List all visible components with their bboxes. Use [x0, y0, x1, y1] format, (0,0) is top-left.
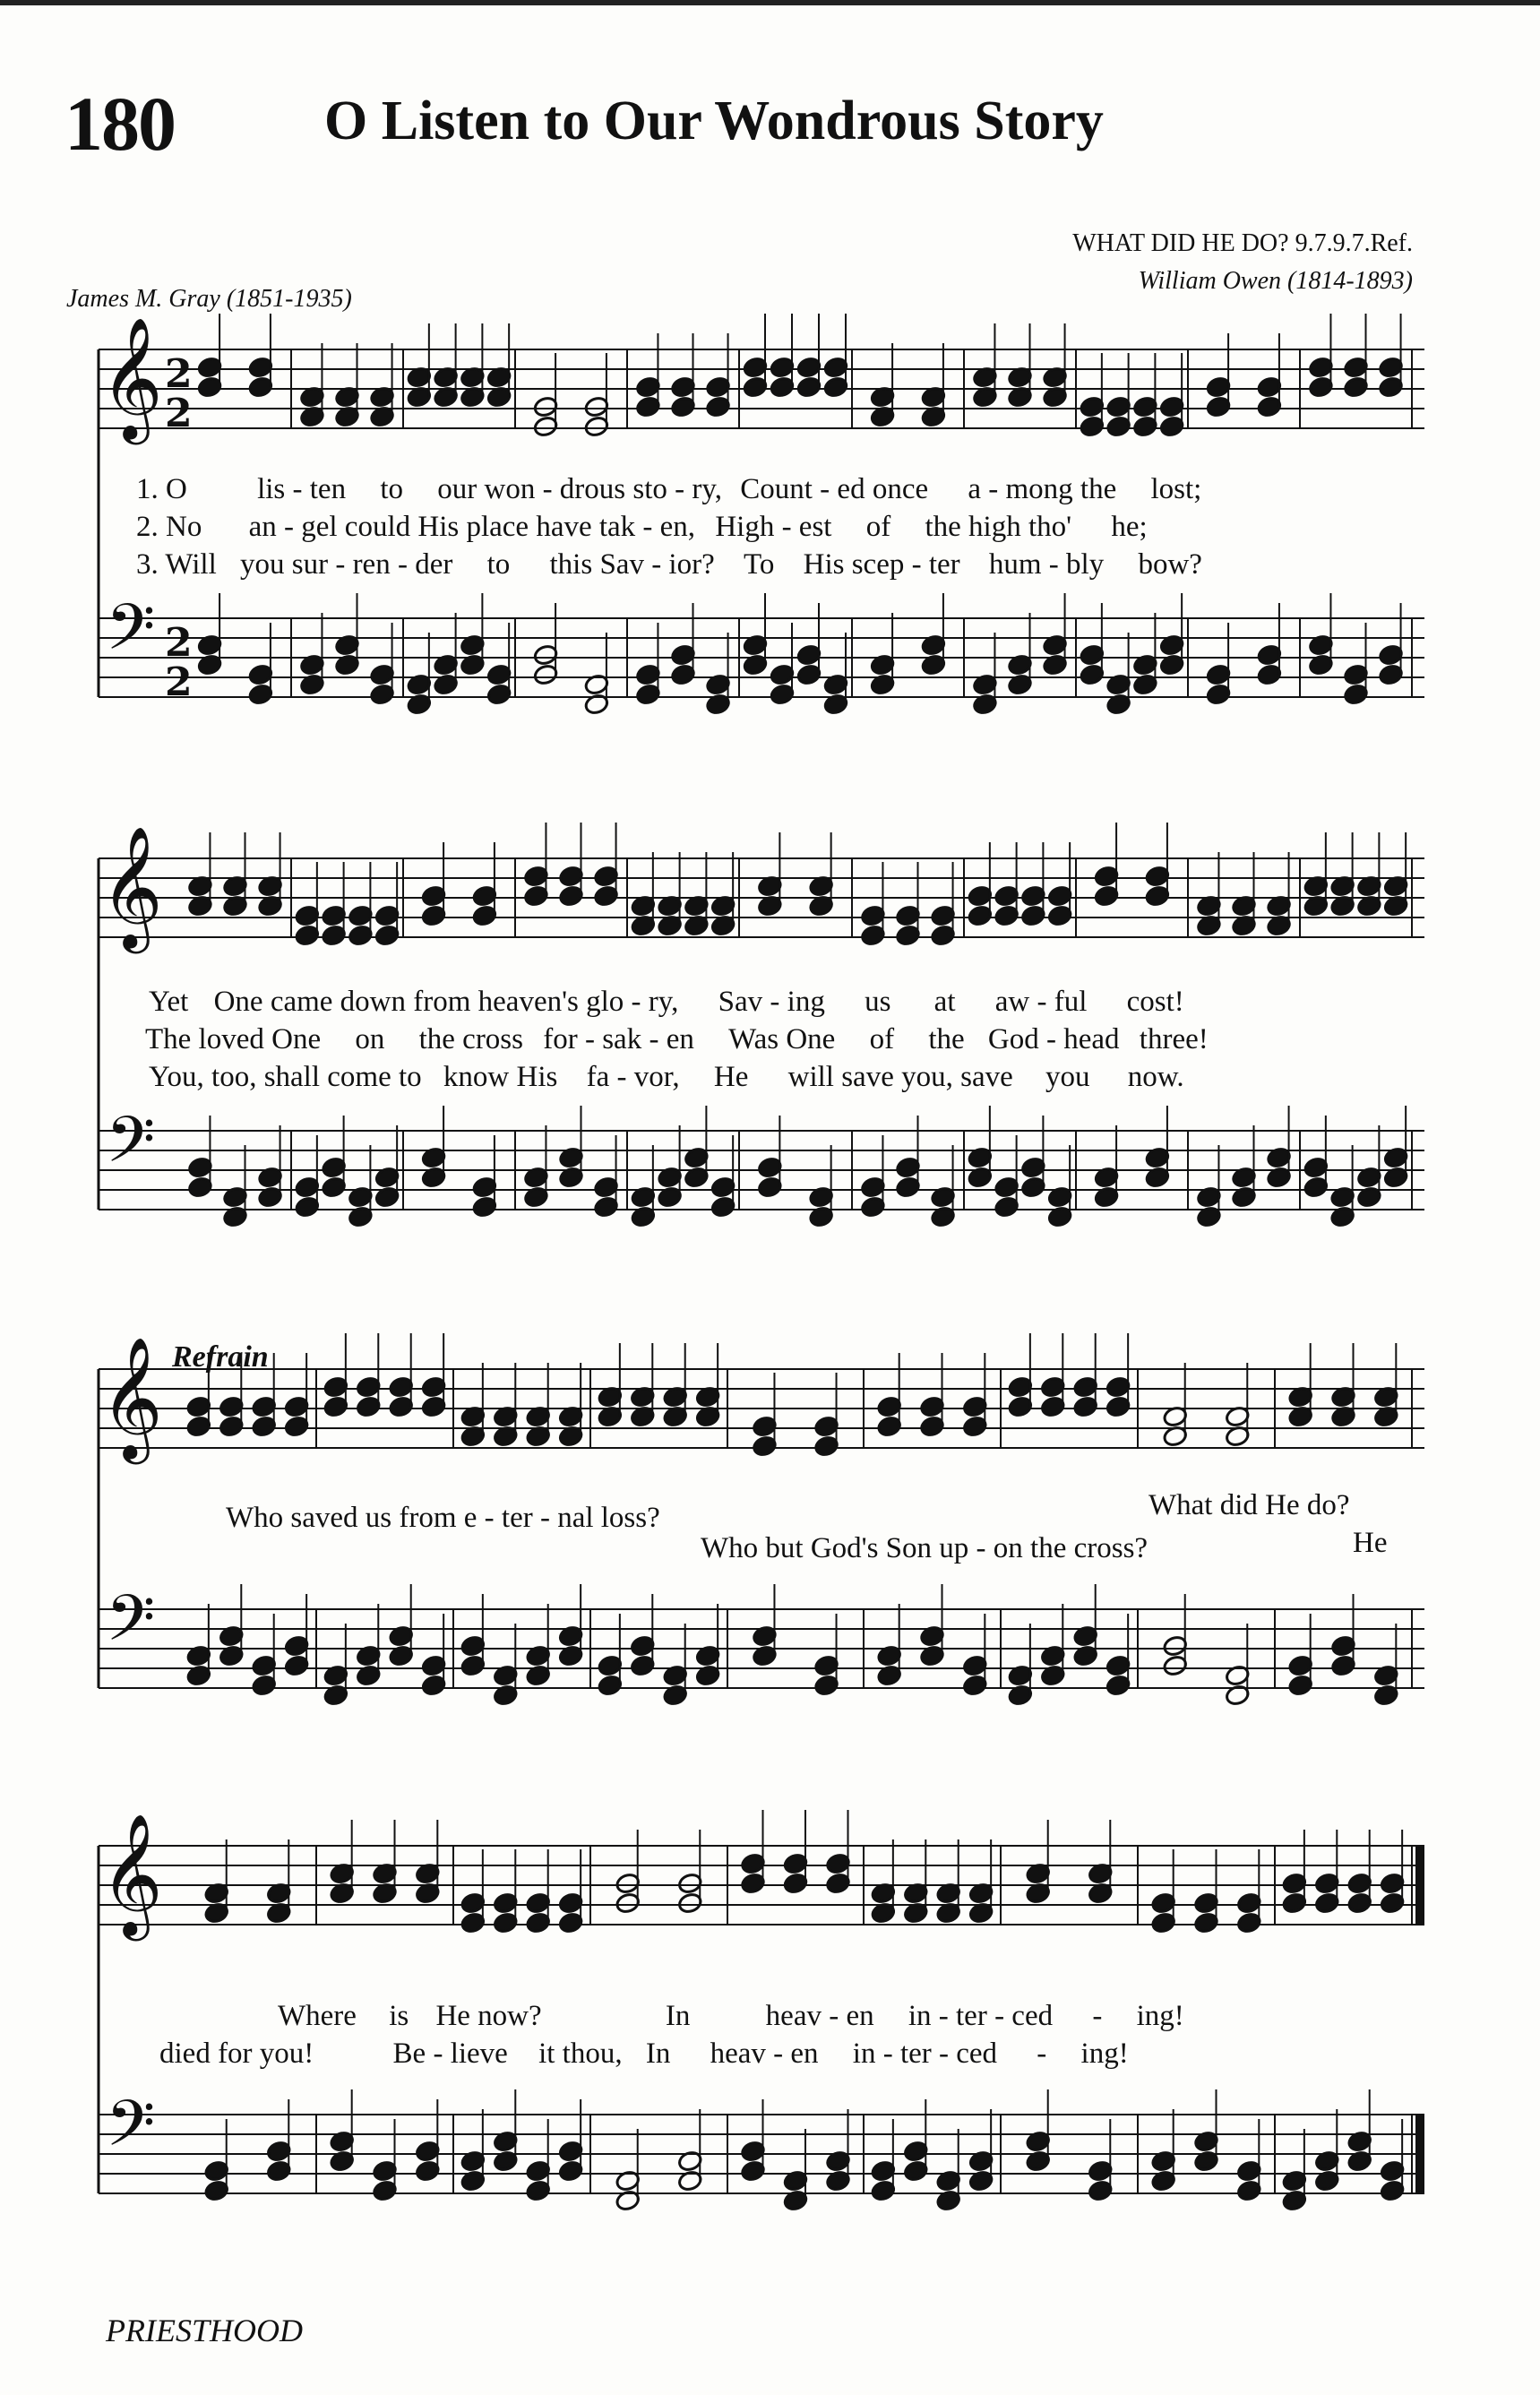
final-barline — [1415, 1846, 1424, 1925]
lyric-syllable: this Sav - ior? — [549, 548, 715, 581]
time-signature-top: 2 — [165, 620, 193, 666]
lyric-syllable: he; — [1111, 511, 1148, 543]
lyric-syllable: it thou, — [538, 2037, 623, 2070]
bass-clef: 𝄢 — [106, 2087, 156, 2176]
lyric-syllable: the cross — [418, 1023, 523, 1055]
bass-clef: 𝄢 — [106, 590, 156, 680]
lyric-syllable: of — [865, 511, 891, 543]
lyric-syllable: died for you! — [159, 2037, 314, 2070]
system4-line2 — [159, 2037, 1129, 2071]
lyric-syllable: God - head — [987, 1023, 1120, 1055]
refrain-line2-end: He — [1353, 1527, 1388, 1559]
lyric-syllable: To — [744, 548, 775, 581]
lyric-syllable: He — [713, 1061, 749, 1093]
verse3-line-sys2 — [149, 1061, 1184, 1094]
lyric-syllable: of — [869, 1023, 895, 1055]
hymn-number: 180 — [65, 81, 175, 167]
lyric-syllable: heav - en — [710, 2037, 819, 2070]
composer: William Owen (1814-1893) — [1138, 267, 1413, 295]
lyric-syllable: He now? — [435, 2000, 542, 2032]
lyric-syllable: Sav - ing — [718, 986, 825, 1018]
system4-line1 — [278, 2000, 1184, 2033]
lyric-syllable: in - ter - ced — [852, 2037, 998, 2070]
lyric-syllable: fa - vor, — [586, 1061, 680, 1093]
lyric-syllable: The loved One — [145, 1023, 322, 1055]
lyric-syllable: High - est — [715, 511, 832, 543]
bass-clef: 𝄢 — [106, 1103, 156, 1193]
lyric-syllable: Where — [278, 2000, 357, 2032]
bass-clef: 𝄢 — [106, 1581, 156, 1671]
lyricist: James M. Gray (1851-1935) — [66, 285, 352, 313]
lyric-syllable: - — [1092, 2000, 1103, 2032]
lyric-syllable: you sur - ren - der — [240, 548, 453, 581]
time-signature-bottom: 2 — [165, 659, 193, 705]
lyric-syllable: at — [933, 986, 956, 1018]
lyric-syllable: Was One — [728, 1023, 836, 1055]
lyric-syllable: Be - lieve — [392, 2037, 508, 2070]
lyric-syllable: In — [645, 2037, 671, 2070]
lyric-syllable: for - sak - en — [543, 1023, 694, 1055]
lyric-syllable: to — [380, 473, 403, 505]
treble-clef: 𝄞 — [100, 315, 163, 439]
lyric-syllable: lis - ten — [257, 473, 347, 505]
hymn-title: O Listen to Our Wondrous Story — [324, 90, 1104, 151]
lyric-syllable: our won - drous sto - ry, — [437, 473, 722, 505]
lyric-syllable: now. — [1127, 1061, 1184, 1093]
verse2-line-sys1 — [136, 511, 1148, 544]
lyric-syllable: bow? — [1138, 548, 1202, 581]
lyric-syllable: 3. Will — [136, 548, 217, 581]
verse3-line-sys1 — [136, 548, 1202, 582]
lyric-syllable: to — [486, 548, 511, 581]
lyric-syllable: - — [1037, 2037, 1047, 2070]
lyric-syllable: a - mong the — [968, 473, 1117, 505]
refrain-line1-end: What did He do? — [1149, 1489, 1350, 1521]
time-signature-top: 2 — [165, 351, 193, 397]
treble-clef: 𝄞 — [100, 1335, 163, 1459]
lyric-syllable: you — [1045, 1061, 1090, 1093]
treble-clef: 𝄞 — [100, 824, 163, 948]
lyric-syllable: lost; — [1150, 473, 1202, 505]
refrain-line2: Who but God's Son up - on the cross? — [701, 1532, 1149, 1564]
lyric-syllable: Count - ed once — [740, 473, 929, 505]
lyric-syllable: 2. No — [136, 511, 202, 543]
tune-name: WHAT DID HE DO? 9.7.9.7.Ref. — [1072, 229, 1413, 257]
verse2-line-sys2 — [145, 1023, 1209, 1056]
lyric-syllable: aw - ful — [994, 986, 1088, 1018]
lyric-syllable: 1. O — [136, 473, 187, 505]
refrain-label: Refrain — [172, 1340, 269, 1374]
lyric-syllable: Yet — [149, 986, 189, 1018]
lyric-syllable: an - gel could His place have tak - en, — [248, 511, 696, 543]
refrain-line1: Who saved us from e - ter - nal loss? — [226, 1502, 660, 1534]
lyric-syllable: know His — [443, 1061, 558, 1093]
verse1-line-sys1 — [136, 473, 1201, 506]
lyric-syllable: will save you, save — [787, 1061, 1013, 1093]
lyric-syllable: us — [865, 986, 891, 1018]
lyric-syllable: on — [355, 1023, 385, 1055]
lyric-syllable: the — [928, 1023, 965, 1055]
lyric-syllable: One came down from heaven's glo - ry, — [213, 986, 679, 1018]
time-signature-bottom: 2 — [165, 391, 193, 436]
lyric-syllable: ing! — [1080, 2037, 1129, 2070]
treble-clef: 𝄞 — [100, 1812, 163, 1935]
category-footer: PRIESTHOOD — [106, 2313, 303, 2348]
lyric-syllable: the high tho' — [925, 511, 1072, 543]
final-barline — [1415, 2115, 1424, 2193]
lyric-syllable: In — [665, 2000, 691, 2032]
verse1-line-sys2 — [149, 986, 1184, 1019]
lyric-syllable: three! — [1139, 1023, 1209, 1055]
lyric-syllable: heav - en — [765, 2000, 874, 2032]
lyric-syllable: ing! — [1136, 2000, 1184, 2032]
lyric-syllable: cost! — [1126, 986, 1184, 1018]
lyric-syllable: You, too, shall come to — [149, 1061, 422, 1093]
lyric-syllable: is — [389, 2000, 409, 2032]
lyric-syllable: in - ter - ced — [908, 2000, 1054, 2032]
lyric-syllable: hum - bly — [988, 548, 1105, 581]
lyric-syllable: His scep - ter — [803, 548, 960, 581]
